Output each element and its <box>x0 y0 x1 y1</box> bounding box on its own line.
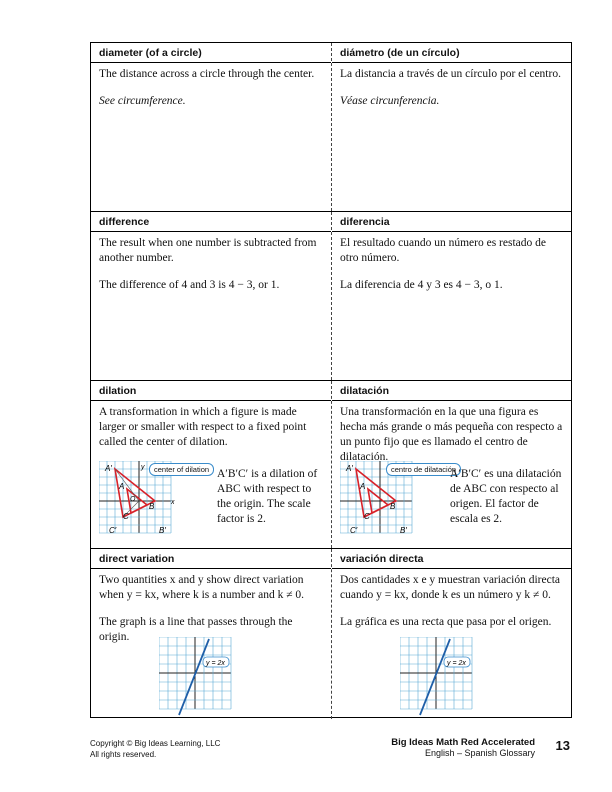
label-Bp: B′ <box>159 526 166 535</box>
entry-row-direct-variation <box>91 549 571 719</box>
definition: La distancia a través de un círculo por el centro. <box>340 68 561 80</box>
label-Ap: A <box>360 482 366 491</box>
entry-row-difference <box>91 212 571 381</box>
example: La gráfica es una recta que pasa por el origen. <box>340 616 552 628</box>
definition: The distance across a circle through the center. <box>99 68 315 80</box>
glossary-table <box>90 42 572 718</box>
copyright-text: Copyright © Big Ideas Learning, LLC <box>90 739 221 748</box>
label-C: C <box>123 512 129 521</box>
definition: The result when one number is subtracted from another number. <box>99 237 317 264</box>
entry-es <box>331 381 571 548</box>
label-Ap: A <box>119 482 125 491</box>
term-title: variación directa <box>332 553 571 569</box>
label-Cp: C′ <box>350 526 358 535</box>
term-title: direct variation <box>91 553 331 569</box>
term-title: diameter (of a circle) <box>91 47 331 63</box>
label-x: x <box>171 499 175 506</box>
term-title: dilation <box>91 385 331 401</box>
line-y-2x <box>420 639 450 715</box>
callout-box: center of dilation <box>149 463 214 476</box>
entry-es <box>331 549 571 719</box>
label-O: O <box>130 496 136 503</box>
direct-variation-graph <box>400 637 480 717</box>
definition: El resultado cuando un número es restado de otro número. <box>340 237 546 264</box>
example: The difference of 4 and 3 is 4 − 3, or 1. <box>99 279 280 291</box>
term-title: difference <box>91 216 331 232</box>
figure-caption: A′B′C′ is a dilation of ABC with respect to the origin. The scale factor is 2. <box>217 468 318 525</box>
term-title: dilatación <box>332 385 571 401</box>
line-label: y = 2x <box>206 660 225 667</box>
entry-en <box>91 381 331 548</box>
definition: Dos cantidades x e y muestran variación directa cuando y = kx, donde k es un número y k ≠ 0. <box>340 574 561 601</box>
line-y-2x <box>179 639 209 715</box>
figure-caption: A′B′C′ es una dilatación de ABC con respecto al origen. El factor de escala es 2. <box>450 468 562 525</box>
entry-es <box>331 43 571 211</box>
label-B: B <box>149 502 155 511</box>
footer-book-info <box>391 737 535 759</box>
direct-variation-graph <box>159 637 239 717</box>
page-number: 13 <box>555 738 570 753</box>
entry-row-dilation <box>91 381 571 549</box>
book-title: Big Ideas Math Red Accelerated <box>391 737 535 748</box>
label-Bp: B′ <box>400 526 407 535</box>
callout-box: centro de dilatación <box>386 463 461 476</box>
label-A: A′ <box>346 464 353 473</box>
example: La diferencia de 4 y 3 es 4 − 3, o 1. <box>340 279 503 291</box>
entry-en <box>91 549 331 719</box>
footer-copyright <box>90 738 220 760</box>
rights-text: All rights reserved. <box>90 750 157 759</box>
entry-es <box>331 212 571 380</box>
entry-row-diameter <box>91 43 571 212</box>
line-label: y = 2x <box>447 660 466 667</box>
term-title: diferencia <box>332 216 571 232</box>
definition: Two quantities x and y show direct variation when y = kx, where k is a number and k ≠ 0. <box>99 574 305 601</box>
example: The graph is a line that passes through the origin. <box>99 616 293 643</box>
definition: A transformation in which a figure is made larger or smaller with respect to a fixed point called the center of dilation. <box>99 406 307 448</box>
glossary-title: English – Spanish Glossary <box>424 748 535 758</box>
definition: Una transformación en la que una figura es hecha más grande o más pequeña con respecto a un punto fijo que es llamado el centro de dilatación. <box>340 406 563 463</box>
label-B: B <box>390 502 396 511</box>
label-y: y <box>141 464 145 471</box>
label-Cp: C′ <box>109 526 117 535</box>
label-C: C <box>364 512 370 521</box>
entry-en <box>91 43 331 211</box>
entry-en <box>91 212 331 380</box>
term-title: diámetro (de un círculo) <box>332 47 571 63</box>
see-also: See circumference. <box>99 95 186 107</box>
label-A: A′ <box>105 464 112 473</box>
see-also: Véase circunferencia. <box>340 95 440 107</box>
